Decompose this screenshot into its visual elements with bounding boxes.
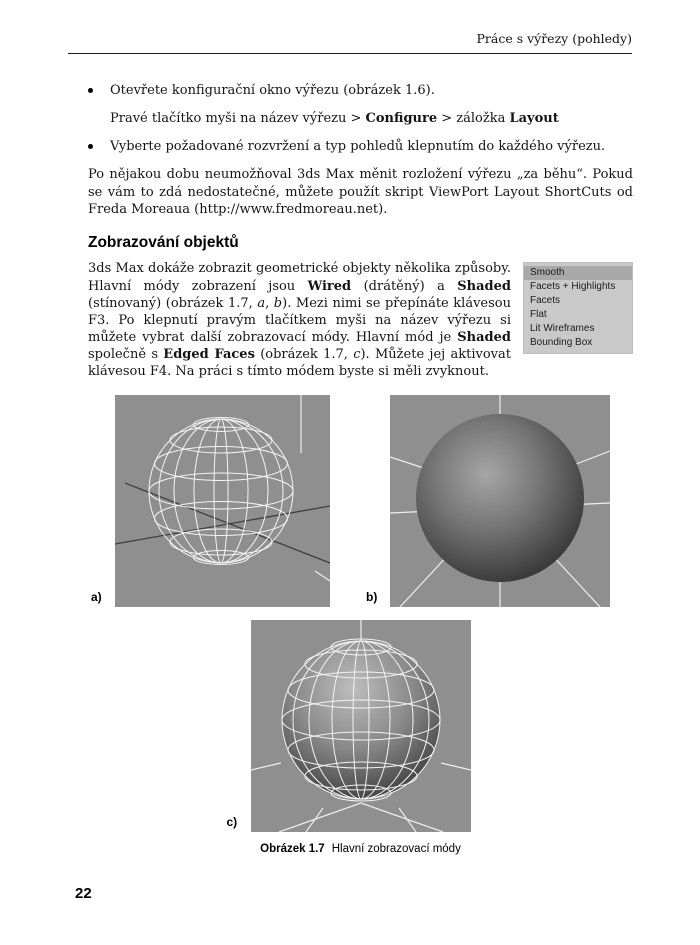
- paragraph-text: (obrázek 1.7,: [254, 347, 354, 363]
- section-body: [88, 260, 633, 380]
- bullet-item: [88, 138, 633, 155]
- figure-b-shaded-viewport: [366, 395, 610, 607]
- running-head: Práce s výřezy (pohledy): [476, 31, 632, 46]
- paragraph-text: 3ds Max dokáže zobrazit geometrické objekty několika způsoby. Hlavní módy zobrazení jsou: [88, 261, 511, 294]
- shade-menu-item-lit-wireframes: Lit Wireframes: [530, 323, 595, 335]
- bullet-item: [88, 82, 633, 99]
- bullet-text: Otevřete konfigurační okno výřezu (obrázek 1.6).: [110, 83, 435, 98]
- paragraph-text: ,: [265, 295, 274, 311]
- menu-path-configure: Configure: [365, 111, 438, 127]
- menu-path-text: > záložka: [437, 111, 510, 127]
- paragraph-text: ). Mezi nimi se přepínáte klávesou F3. Po klepnutí pravým tlačítkem myši na název výřezu si můžete vybrat další zobrazovací módy. Hlavní mód je: [88, 295, 511, 346]
- term-shaded: Shaded: [457, 330, 511, 346]
- page-content: [88, 82, 633, 858]
- figure-a-wireframe-viewport: [91, 395, 330, 607]
- shade-menu-item-facets: Facets: [530, 295, 561, 307]
- figure-caption-label: Obrázek 1.7: [260, 843, 325, 856]
- paragraph-text: společně s: [88, 347, 164, 363]
- ref-b: b: [273, 295, 283, 311]
- ref-c: c: [353, 347, 361, 363]
- shading-modes-menu-image: [523, 262, 633, 354]
- term-edged-faces: Edged Faces: [163, 347, 255, 363]
- shaded-sphere-image: [390, 395, 610, 607]
- bullet-text: Vyberte požadované rozvržení a typ pohledů klepnutím do každého výřezu.: [110, 139, 606, 155]
- paragraph-text: (drátěný) a: [351, 278, 458, 294]
- edged-faces-sphere-image: [251, 620, 471, 832]
- figure-label-a: a): [91, 589, 102, 604]
- section-heading: Zobrazování objektů: [88, 233, 239, 251]
- figure-caption: [88, 842, 633, 857]
- bullet-icon: [88, 144, 93, 149]
- bullet-icon: [88, 88, 93, 93]
- figure-label-c: c): [226, 814, 238, 829]
- figure-caption-text: Hlavní zobrazovací módy: [331, 843, 461, 856]
- shaded-sphere: [282, 641, 440, 799]
- shade-menu-item-bounding-box: Bounding Box: [530, 337, 593, 349]
- ref-a: a: [257, 295, 266, 311]
- figure-label-b: b): [366, 589, 378, 604]
- term-shaded: Shaded: [457, 278, 511, 294]
- shade-menu-item-facets-highlights: Facets + Highlights: [530, 281, 616, 293]
- shade-menu-item-smooth: Smooth: [524, 266, 632, 280]
- figure-row: [88, 395, 633, 607]
- term-wired: Wired: [307, 278, 352, 294]
- wireframe-sphere-image: [115, 395, 330, 607]
- shade-menu-item-flat: Flat: [530, 309, 547, 321]
- paragraph-text: (stínovaný) (obrázek 1.7,: [88, 295, 258, 311]
- intro-paragraph: Po nějakou dobu neumožňoval 3ds Max měnit rozložení výřezu „za běhu“. Pokud se vám to zdá nedostatečné, můžete použít skript ViewPort Layout ShortCuts od Freda Moreaua (http://www.fredmoreau.net).: [88, 167, 633, 217]
- paragraph-text: ). Můžete jej aktivovat klávesou F4. Na práci s tímto módem byste si měli zvyknout.: [88, 347, 511, 380]
- figure-c-edged-faces-viewport: [226, 620, 471, 832]
- menu-path-text: Pravé tlačítko myši na název výřezu >: [110, 111, 366, 127]
- page-number: 22: [75, 885, 92, 902]
- shaded-sphere: [416, 414, 584, 582]
- menu-path-line: [110, 110, 633, 127]
- header-rule: [68, 53, 632, 54]
- menu-path-layout: Layout: [509, 111, 559, 127]
